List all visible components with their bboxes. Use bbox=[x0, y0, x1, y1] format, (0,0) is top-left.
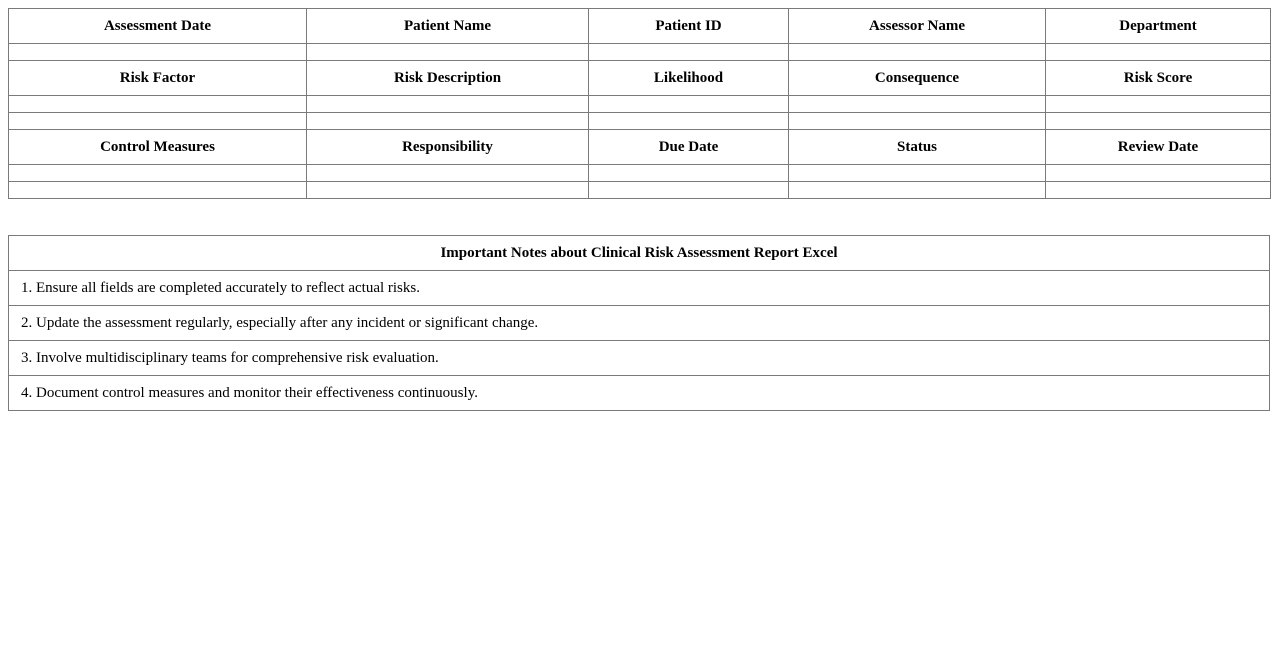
header-row-risk-info bbox=[9, 61, 1271, 96]
note-row bbox=[9, 306, 1270, 341]
control-measures-cell[interactable] bbox=[9, 182, 307, 199]
header-row-controls bbox=[9, 130, 1271, 165]
notes-header-row bbox=[9, 236, 1270, 271]
note-item-3: 3. Involve multidisciplinary teams for comprehensive risk evaluation. bbox=[9, 341, 1270, 376]
consequence-cell[interactable] bbox=[789, 96, 1046, 113]
risk-score-cell[interactable] bbox=[1046, 113, 1271, 130]
header-assessment-date: Assessment Date bbox=[9, 9, 307, 44]
note-item-4: 4. Document control measures and monitor their effectiveness continuously. bbox=[9, 376, 1270, 411]
note-item-1: 1. Ensure all fields are completed accurately to reflect actual risks. bbox=[9, 271, 1270, 306]
status-cell[interactable] bbox=[789, 182, 1046, 199]
header-row-patient-info bbox=[9, 9, 1271, 44]
header-risk-score: Risk Score bbox=[1046, 61, 1271, 96]
responsibility-cell[interactable] bbox=[307, 165, 589, 182]
header-assessor-name: Assessor Name bbox=[789, 9, 1046, 44]
note-row bbox=[9, 271, 1270, 306]
header-review-date: Review Date bbox=[1046, 130, 1271, 165]
control-measures-cell[interactable] bbox=[9, 165, 307, 182]
risk-description-cell[interactable] bbox=[307, 96, 589, 113]
review-date-cell[interactable] bbox=[1046, 182, 1271, 199]
table-row bbox=[9, 165, 1271, 182]
patient-name-cell[interactable] bbox=[307, 44, 589, 61]
header-patient-name: Patient Name bbox=[307, 9, 589, 44]
header-control-measures: Control Measures bbox=[9, 130, 307, 165]
notes-title: Important Notes about Clinical Risk Assessment Report Excel bbox=[9, 236, 1270, 271]
responsibility-cell[interactable] bbox=[307, 182, 589, 199]
header-due-date: Due Date bbox=[589, 130, 789, 165]
header-department: Department bbox=[1046, 9, 1271, 44]
consequence-cell[interactable] bbox=[789, 113, 1046, 130]
risk-factor-cell[interactable] bbox=[9, 113, 307, 130]
department-cell[interactable] bbox=[1046, 44, 1271, 61]
note-row bbox=[9, 376, 1270, 411]
header-status: Status bbox=[789, 130, 1046, 165]
header-patient-id: Patient ID bbox=[589, 9, 789, 44]
important-notes-table bbox=[8, 235, 1270, 411]
note-row bbox=[9, 341, 1270, 376]
assessor-name-cell[interactable] bbox=[789, 44, 1046, 61]
status-cell[interactable] bbox=[789, 165, 1046, 182]
table-row bbox=[9, 113, 1271, 130]
likelihood-cell[interactable] bbox=[589, 96, 789, 113]
table-row bbox=[9, 44, 1271, 61]
review-date-cell[interactable] bbox=[1046, 165, 1271, 182]
likelihood-cell[interactable] bbox=[589, 113, 789, 130]
table-row bbox=[9, 182, 1271, 199]
header-risk-factor: Risk Factor bbox=[9, 61, 307, 96]
patient-id-cell[interactable] bbox=[589, 44, 789, 61]
assessment-date-cell[interactable] bbox=[9, 44, 307, 61]
note-item-2: 2. Update the assessment regularly, especially after any incident or significant change. bbox=[9, 306, 1270, 341]
due-date-cell[interactable] bbox=[589, 165, 789, 182]
due-date-cell[interactable] bbox=[589, 182, 789, 199]
risk-assessment-table bbox=[8, 8, 1271, 199]
risk-description-cell[interactable] bbox=[307, 113, 589, 130]
header-consequence: Consequence bbox=[789, 61, 1046, 96]
header-likelihood: Likelihood bbox=[589, 61, 789, 96]
risk-factor-cell[interactable] bbox=[9, 96, 307, 113]
header-responsibility: Responsibility bbox=[307, 130, 589, 165]
risk-score-cell[interactable] bbox=[1046, 96, 1271, 113]
table-row bbox=[9, 96, 1271, 113]
header-risk-description: Risk Description bbox=[307, 61, 589, 96]
